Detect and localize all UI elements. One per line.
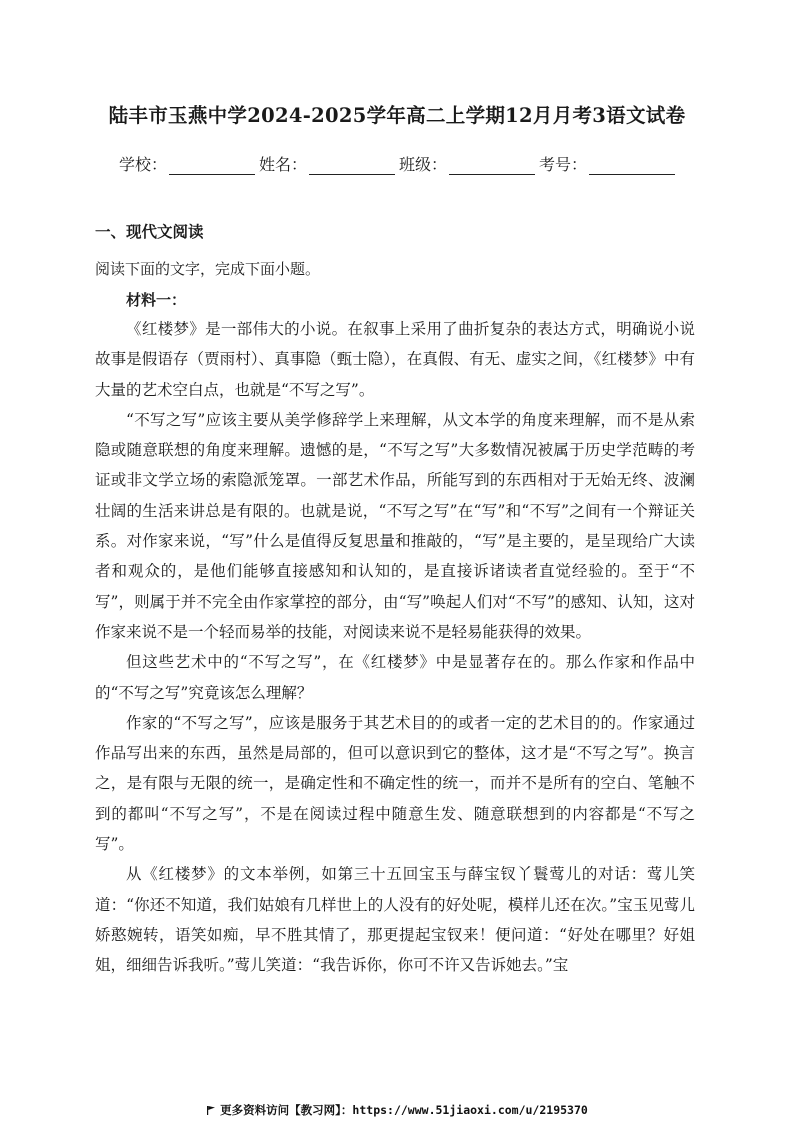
student-info-line (0, 152, 794, 175)
name-label: 姓名： (258, 155, 307, 174)
name-field (259, 152, 395, 175)
passage-paragraph: 《红楼梦》是一部伟大的小说。在叙事上采用了曲折复杂的表达方式，明确说小说故事是假语存（贾雨村）、真事隐（甄士隐），在真假、有无、虚实之间，《红楼梦》中有大量的艺术空白点，也就是“不写之写”。 (95, 320, 695, 399)
class-label: 班级： (399, 155, 448, 174)
exam-number-label: 考号： (539, 155, 588, 174)
passage-body (95, 314, 695, 981)
section-heading: 一、现代文阅读 (95, 223, 204, 241)
class-field (399, 152, 535, 175)
passage-paragraph: 从《红楼梦》的文本举例，如第三十五回宝玉与薛宝钗丫鬟莺儿的对话：莺儿笑道：“你还不知道，我们姑娘有几样世上的人没有的好处呢，模样儿还在次。”宝玉见莺儿娇憨婉转，语笑如痴，早不胜其情了，那更提起宝钗来！便问道：“好处在哪里？好姐姐，细细告诉我听。”莺儿笑道：“我告诉你，你可不许又告诉她去。”宝 (95, 865, 695, 975)
material-label: 材料一： (126, 291, 187, 309)
exam-number-field (539, 152, 675, 175)
passage-paragraph: 作家的“不写之写”，应该是服务于其艺术目的的或者一定的艺术目的的。作家通过作品写出来的东西，虽然是局部的，但可以意识到它的整体，这才是“不写之写”。换言之，是有限与无限的统一，是确定性和不确定性的统一，而并不是所有的空白、笔触不到的都叫“不写之写”，不是在阅读过程中随意生发、随意联想到的内容都是“不写之写”。 (95, 713, 695, 854)
name-blank (309, 156, 395, 175)
footer-link[interactable] (0, 1102, 794, 1118)
reading-instruction: 阅读下面的文字，完成下面小题。 (95, 260, 321, 278)
page-title: 陆丰市玉燕中学2024-2025学年高二上学期12月月考3语文试卷 (108, 104, 686, 127)
school-blank (169, 156, 255, 175)
school-field (119, 152, 255, 175)
school-label: 学校： (118, 155, 167, 174)
exam-number-blank (589, 156, 675, 175)
class-blank (449, 156, 535, 175)
passage-paragraph: 但这些艺术中的“不写之写”，在《红楼梦》中是显著存在的。那么作家和作品中的“不写之写”究竟该怎么理解？ (95, 653, 695, 702)
passage-paragraph: “不写之写”应该主要从美学修辞学上来理解，从文本学的角度来理解，而不是从索隐或随意联想的角度来理解。遗憾的是，“不写之写”大多数情况被属于历史学范畴的考证或非文学立场的索隐派笼罩。一部艺术作品，所能写到的东西相对于无始无终、波澜壮阔的生活来讲总是有限的。也就是说，“不写之写”在“写”和“不写”之间有一个辩证关系。对作家来说，“写”什么是值得反复思量和推敲的，“写”是主要的，是呈现给广大读者和观众的，是他们能够直接感知和认知的，是直接诉诸读者直觉经验的。至于“不写”，则属于并不完全由作家掌控的部分，由“写”唤起人们对“不写”的感知、认知，这对作家来说不是一个轻而易举的技能，对阅读来说不是轻易能获得的效果。 (95, 410, 695, 641)
flag-icon (206, 1105, 216, 1115)
footer-text[interactable]: 更多资料访问【教习网】：https://www.51jiaoxi.com/u/2195370 (220, 1103, 588, 1117)
